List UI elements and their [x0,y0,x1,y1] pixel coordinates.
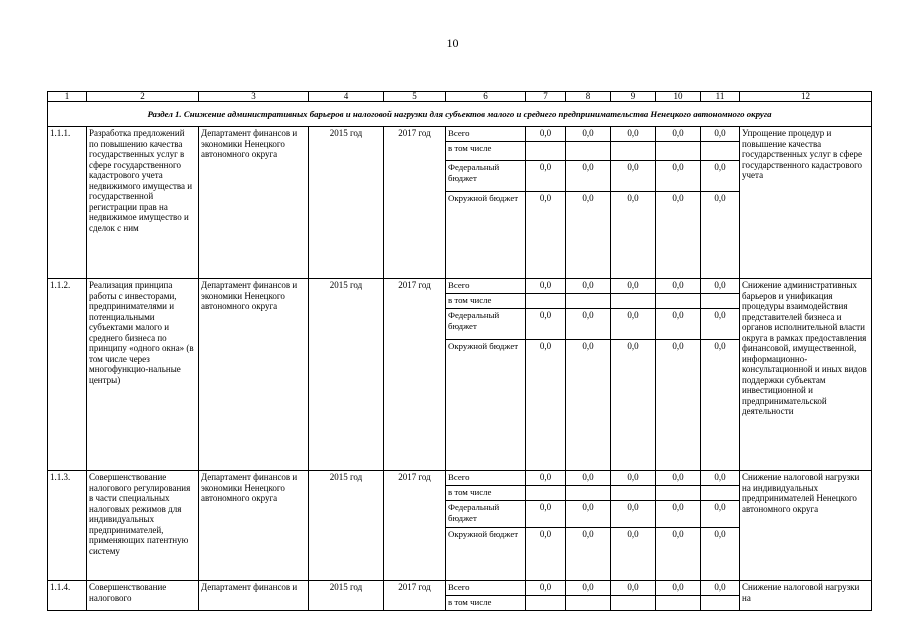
funding-value: 0,0 [566,127,611,142]
measure-code: 1.1.3. [48,471,87,581]
funding-value: 0,0 [526,161,566,192]
funding-value: 0,0 [656,279,701,294]
column-header: 1 [48,92,87,102]
funding-value: 0,0 [611,161,656,192]
funding-source: Окружной бюджет [446,192,526,279]
funding-value: 0,0 [526,279,566,294]
measure-start: 2015 год [309,581,384,611]
funding-value: 0,0 [526,340,566,471]
funding-source: Всего [446,471,526,486]
funding-value [526,486,566,501]
funding-source: в том числе [446,294,526,309]
funding-value: 0,0 [611,501,656,528]
measure-end: 2017 год [384,471,446,581]
funding-value: 0,0 [566,528,611,581]
funding-value: 0,0 [566,581,611,596]
funding-value: 0,0 [656,581,701,596]
measure-executor: Департамент финансов и экономики Ненецкого автономного округа [199,127,309,279]
funding-value [656,486,701,501]
funding-source: в том числе [446,142,526,161]
funding-value: 0,0 [566,501,611,528]
funding-value: 0,0 [611,471,656,486]
funding-value: 0,0 [701,192,740,279]
column-header: 2 [87,92,199,102]
measures-table [47,91,872,611]
funding-source: в том числе [446,486,526,501]
measure-name: Разработка предложений по повышению качества государственных услуг в сфере государственного кадастрового учета недвижимого имущества и государственной регистрации прав на недвижимое имущество и сделок с ним [87,127,199,279]
funding-source: Окружной бюджет [446,340,526,471]
page-number: 10 [446,36,459,50]
measure-end: 2017 год [384,279,446,471]
expected-result: Снижение налоговой нагрузки на [740,581,872,611]
funding-source: Федеральный бюджет [446,161,526,192]
table-row [48,581,872,596]
funding-source: Всего [446,279,526,294]
expected-result: Снижение налоговой нагрузки на индивидуальных предпринимателей Ненецкого автономного округа [740,471,872,581]
funding-value: 0,0 [566,192,611,279]
funding-value: 0,0 [656,471,701,486]
funding-value: 0,0 [566,340,611,471]
funding-value: 0,0 [701,279,740,294]
column-number-row [48,92,872,102]
table-row [48,127,872,142]
measure-code: 1.1.1. [48,127,87,279]
table-row [48,279,872,294]
funding-value: 0,0 [656,192,701,279]
expected-result: Снижение административных барьеров и унификация процедуры взаимодействия представителей бизнеса и органов исполнительной власти округа в рамках предоставления финансовой, имущественной, информационно-консультационной и иных видов поддержки субъектам инвестиционной и предпринимательской деятельности [740,279,872,471]
measure-start: 2015 год [309,471,384,581]
funding-value: 0,0 [566,279,611,294]
funding-value: 0,0 [701,528,740,581]
funding-value [566,142,611,161]
funding-value [611,486,656,501]
funding-value [566,294,611,309]
measure-name: Совершенствование налогового [87,581,199,611]
funding-value: 0,0 [701,161,740,192]
funding-source: Федеральный бюджет [446,309,526,340]
funding-value [701,486,740,501]
funding-value: 0,0 [526,192,566,279]
funding-value: 0,0 [611,528,656,581]
funding-value [566,486,611,501]
column-header: 5 [384,92,446,102]
funding-value [701,596,740,611]
measure-executor: Департамент финансов и экономики Ненецкого автономного округа [199,279,309,471]
funding-value [701,142,740,161]
measure-executor: Департамент финансов и [199,581,309,611]
funding-value: 0,0 [701,309,740,340]
funding-value: 0,0 [611,279,656,294]
column-header: 9 [611,92,656,102]
column-header: 4 [309,92,384,102]
section-row [48,102,872,127]
funding-value: 0,0 [701,340,740,471]
measure-code: 1.1.2. [48,279,87,471]
funding-value [611,596,656,611]
funding-value: 0,0 [526,471,566,486]
funding-value [526,596,566,611]
funding-value: 0,0 [526,528,566,581]
funding-value: 0,0 [611,127,656,142]
measure-code: 1.1.4. [48,581,87,611]
funding-value [566,596,611,611]
funding-value: 0,0 [611,309,656,340]
funding-value: 0,0 [566,161,611,192]
funding-value: 0,0 [611,192,656,279]
funding-value: 0,0 [656,340,701,471]
funding-value [526,142,566,161]
column-header: 12 [740,92,872,102]
funding-value: 0,0 [611,340,656,471]
funding-value: 0,0 [656,501,701,528]
funding-value [526,294,566,309]
column-header: 7 [526,92,566,102]
column-header: 8 [566,92,611,102]
funding-source: Федеральный бюджет [446,501,526,528]
funding-value: 0,0 [656,161,701,192]
funding-value [611,142,656,161]
column-header: 10 [656,92,701,102]
funding-value: 0,0 [526,127,566,142]
funding-value: 0,0 [656,309,701,340]
measure-start: 2015 год [309,279,384,471]
measure-name: Реализация принципа работы с инвесторами, предпринимателями и потенциальными субъектами малого и среднего бизнеса по принципу «одного окна» (в том числе через многофункцио-нальные центры) [87,279,199,471]
funding-source: Всего [446,581,526,596]
funding-value: 0,0 [526,309,566,340]
measure-start: 2015 год [309,127,384,279]
funding-value: 0,0 [566,309,611,340]
funding-value: 0,0 [611,581,656,596]
funding-value: 0,0 [656,528,701,581]
funding-source: Окружной бюджет [446,528,526,581]
funding-value: 0,0 [526,581,566,596]
funding-source: Всего [446,127,526,142]
funding-value: 0,0 [701,127,740,142]
measure-executor: Департамент финансов и экономики Ненецкого автономного округа [199,471,309,581]
funding-value [656,294,701,309]
column-header: 11 [701,92,740,102]
measure-end: 2017 год [384,581,446,611]
measure-name: Совершенствование налогового регулирования в части специальных налоговых режимов для индивидуальных предпринимателей, применяющих патентную систему [87,471,199,581]
funding-value: 0,0 [656,127,701,142]
funding-value: 0,0 [566,471,611,486]
measure-end: 2017 год [384,127,446,279]
funding-value [656,142,701,161]
funding-source: в том числе [446,596,526,611]
funding-value [656,596,701,611]
expected-result: Упрощение процедур и повышение качества государственных услуг в сфере государственного кадастрового учета [740,127,872,279]
funding-value [611,294,656,309]
funding-value: 0,0 [526,501,566,528]
table-row [48,471,872,486]
funding-value [701,294,740,309]
funding-value: 0,0 [701,471,740,486]
column-header: 6 [446,92,526,102]
section-title: Раздел 1. Снижение административных барьеров и налоговой нагрузки для субъектов малого и среднего предпринимательства Ненецкого автономного округа [48,102,872,127]
funding-value: 0,0 [701,581,740,596]
column-header: 3 [199,92,309,102]
funding-value: 0,0 [701,501,740,528]
